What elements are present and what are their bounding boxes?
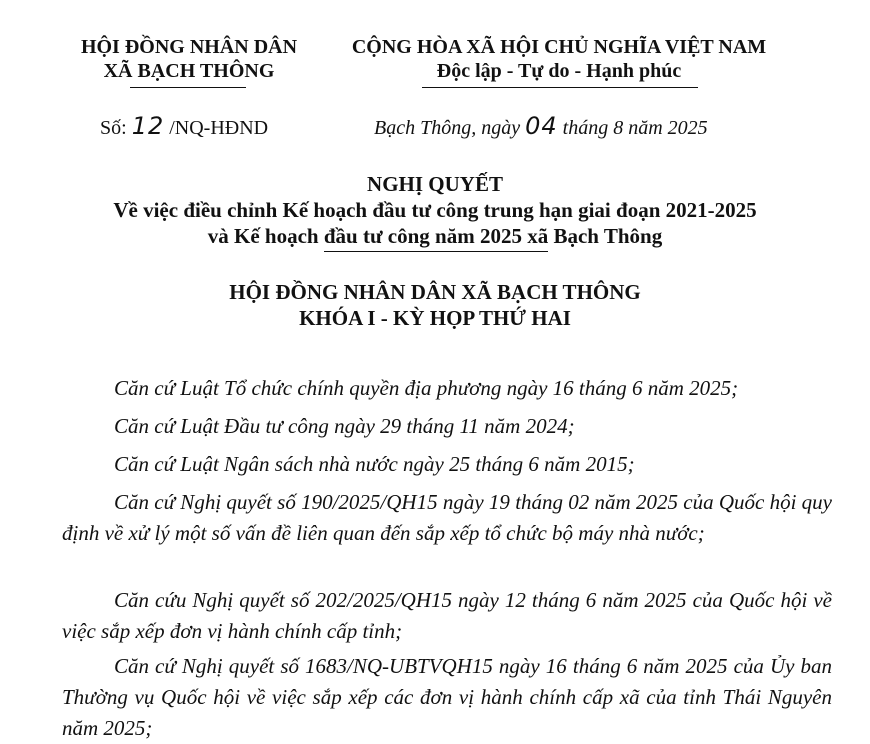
basis-resolution-190: Căn cứ Nghị quyết số 190/2025/QH15 ngày 19 tháng 02 năm 2025 của Quốc hội quy định về xử lý một số vấn đề liên quan đến sắp xếp tổ chức bộ máy nhà nước; bbox=[62, 490, 832, 545]
basis-resolution-1683: Căn cứ Nghị quyết số 1683/NQ-UBTVQH15 ngày 16 tháng 6 năm 2025 của Ủy ban Thường vụ Quốc hội về việc sắp xếp các đơn vị hành chính cấp xã của tỉnh Thái Nguyên năm 2025; bbox=[62, 654, 832, 740]
so-suffix: /NQ-HĐND bbox=[169, 117, 269, 139]
basis-public-investment-law: Căn cứ Luật Đầu tư công ngày 29 tháng 11 năm 2024; bbox=[114, 414, 575, 438]
so-handwritten-number: 12 bbox=[131, 112, 165, 140]
basis-state-budget-law: Căn cứ Luật Ngân sách nhà nước ngày 25 tháng 6 năm 2015; bbox=[114, 452, 635, 476]
document-type: NGHỊ QUYẾT bbox=[367, 172, 503, 196]
date-suffix: tháng 8 năm 2025 bbox=[562, 117, 708, 139]
subject-underline bbox=[324, 251, 548, 252]
council-name: HỘI ĐỒNG NHÂN DÂN XÃ BẠCH THÔNG bbox=[229, 280, 641, 304]
document-date bbox=[374, 112, 708, 140]
national-motto: Độc lập - Tự do - Hạnh phúc bbox=[436, 60, 682, 82]
document-subject-line1: Về việc điều chỉnh Kế hoạch đầu tư công trung hạn giai đoạn 2021-2025 bbox=[113, 198, 757, 222]
date-handwritten-day: 04 bbox=[525, 112, 558, 140]
issuer-underline bbox=[130, 87, 246, 88]
basis-local-government-law: Căn cứ Luật Tổ chức chính quyền địa phương ngày 16 tháng 6 năm 2025; bbox=[114, 376, 739, 400]
date-prefix: Bạch Thông, ngày bbox=[374, 117, 521, 139]
document-number bbox=[100, 112, 268, 140]
national-title: CỘNG HÒA XÃ HỘI CHỦ NGHĨA VIỆT NAM bbox=[351, 36, 767, 58]
council-session: KHÓA I - KỲ HỌP THỨ HAI bbox=[299, 306, 571, 330]
basis-resolution-202: Căn cứu Nghị quyết số 202/2025/QH15 ngày 12 tháng 6 năm 2025 của Quốc hội về việc sắp xếp đơn vị hành chính cấp tỉnh; bbox=[62, 588, 832, 643]
issuer-commune: XÃ BẠCH THÔNG bbox=[103, 60, 275, 82]
motto-underline bbox=[422, 87, 698, 88]
issuer-name: HỘI ĐỒNG NHÂN DÂN bbox=[80, 36, 298, 58]
document-subject-line2: và Kế hoạch đầu tư công năm 2025 xã Bạch Thông bbox=[207, 224, 663, 248]
so-prefix: Số: bbox=[100, 117, 127, 139]
